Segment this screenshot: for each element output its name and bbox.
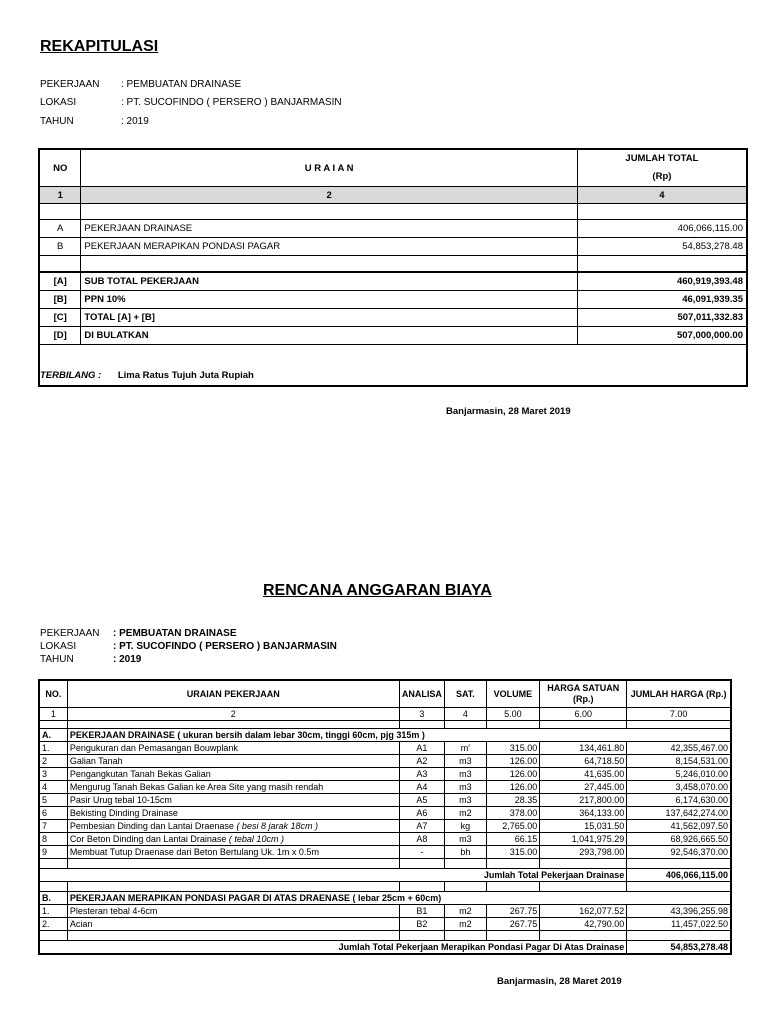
summary-row [39, 291, 747, 309]
meta-value: : PEMBUATAN DRAINASE [121, 79, 242, 90]
row-desc [67, 742, 399, 755]
meta-key: TAHUN [40, 654, 74, 665]
row-sat: kg [445, 820, 486, 833]
row-no: 5 [39, 794, 67, 807]
row-desc [67, 768, 399, 781]
row-volume: 267.75 [486, 918, 540, 931]
row-sat: m3 [445, 768, 486, 781]
row-no: [A] [39, 272, 81, 291]
row-analisa: - [399, 846, 445, 859]
row-value: 507,011,332.83 [577, 309, 747, 327]
rab-table [38, 679, 732, 955]
row-analisa: A8 [399, 833, 445, 846]
row-no: 2. [39, 918, 67, 931]
row-desc-text: Pasir Urug tebal 10-15cm [69, 795, 172, 805]
summary-row [39, 272, 747, 291]
row-desc [67, 794, 399, 807]
row-no: [B] [39, 291, 81, 309]
terbilang-row [39, 345, 747, 387]
index-cell: 2 [67, 708, 399, 721]
table-row [39, 918, 731, 931]
header-jumlah-line2: (Rp) [652, 171, 672, 182]
header-uraian: URAIAN PEKERJAAN [67, 680, 399, 708]
index-cell: 5.00 [486, 708, 540, 721]
row-sat: m2 [445, 905, 486, 918]
terbilang-value: Lima Ratus Tujuh Juta Rupiah [117, 370, 254, 381]
row-desc [67, 807, 399, 820]
meta-key: LOKASI [40, 641, 77, 652]
meta-key: LOKASI [40, 97, 77, 108]
row-sat: bh [445, 846, 486, 859]
header-volume: VOLUME [486, 680, 540, 708]
row-desc: DI BULATKAN [81, 327, 577, 345]
table-row [39, 238, 747, 256]
rab-title: RENCANA ANGGARAN BIAYA [263, 582, 492, 599]
row-no: 1. [39, 742, 67, 755]
row-harga-satuan: 1,041,975.29 [540, 833, 627, 846]
table-row [39, 820, 731, 833]
row-analisa: A5 [399, 794, 445, 807]
row-desc [67, 781, 399, 794]
header-harga-satuan: HARGA SATUAN (Rp.) [540, 680, 627, 708]
rekap-date: Banjarmasin, 28 Maret 2019 [446, 406, 571, 417]
row-jumlah-harga: 11,457,022.50 [627, 918, 731, 931]
row-analisa: A4 [399, 781, 445, 794]
table-row [39, 905, 731, 918]
row-no: 4 [39, 781, 67, 794]
row-desc: PEKERJAAN DRAINASE [81, 220, 577, 238]
row-harga-satuan: 162,077.52 [540, 905, 627, 918]
row-desc [67, 833, 399, 846]
index-row [39, 708, 731, 721]
total-label: Jumlah Total Pekerjaan Merapikan Pondasi Pagar Di Atas Drainase [39, 941, 627, 955]
index-cell: 3 [399, 708, 445, 721]
meta-key: PEKERJAAN [40, 628, 100, 639]
terbilang-label: TERBILANG : [40, 370, 102, 381]
total-label: Jumlah Total Pekerjaan Drainase [39, 869, 627, 882]
row-volume: 126.00 [486, 781, 540, 794]
total-row [39, 869, 731, 882]
row-jumlah-harga: 3,458,070.00 [627, 781, 731, 794]
spacer-row [39, 204, 747, 220]
row-desc: SUB TOTAL PEKERJAAN [81, 272, 577, 291]
row-volume: 66.15 [486, 833, 540, 846]
row-no: 6 [39, 807, 67, 820]
row-harga-satuan: 134,461.80 [540, 742, 627, 755]
row-volume: 2,765.00 [486, 820, 540, 833]
rekap-title: REKAPITULASI [40, 38, 159, 55]
row-no: 7 [39, 820, 67, 833]
row-jumlah-harga: 92,546,370.00 [627, 846, 731, 859]
meta-value: : PT. SUCOFINDO ( PERSERO ) BANJARMASIN [113, 641, 337, 652]
header-row [39, 149, 747, 187]
table-row [39, 807, 731, 820]
rekap-table [38, 148, 748, 387]
table-row [39, 742, 731, 755]
row-desc-text: Membuat Tutup Draenase dari Beton Bertulang Uk. 1m x 0.5m [69, 847, 319, 857]
row-harga-satuan: 293,798.00 [540, 846, 627, 859]
table-row [39, 755, 731, 768]
row-desc-text: Pengangkutan Tanah Bekas Galian [69, 769, 211, 779]
section-no: A. [39, 729, 67, 742]
index-cell: 1 [39, 187, 81, 204]
section-row [39, 892, 731, 905]
row-jumlah-harga: 41,562,097.50 [627, 820, 731, 833]
row-jumlah-harga: 42,355,467.00 [627, 742, 731, 755]
row-desc-text: Galian Tanah [69, 756, 123, 766]
header-no: NO [39, 149, 81, 187]
row-value: 406,066,115.00 [577, 220, 747, 238]
total-value: 406,066,115.00 [627, 869, 731, 882]
section-a-rows [39, 742, 731, 859]
spacer-row [39, 256, 747, 273]
row-harga-satuan: 217,800.00 [540, 794, 627, 807]
section-b-rows [39, 905, 731, 931]
index-cell: 7.00 [627, 708, 731, 721]
row-no: 2 [39, 755, 67, 768]
index-row [39, 187, 747, 204]
table-row [39, 220, 747, 238]
row-desc-text: Pengukuran dan Pemasangan Bouwplank [69, 743, 238, 753]
index-cell: 4 [445, 708, 486, 721]
section-title: PEKERJAAN DRAINASE ( ukuran bersih dalam lebar 30cm, tinggi 60cm, pjg 315m ) [67, 729, 731, 742]
row-value: 507,000,000.00 [577, 327, 747, 345]
header-row [39, 680, 731, 708]
row-desc-text: Plesteran tebal 4-6cm [69, 906, 158, 916]
meta-value: : PT. SUCOFINDO ( PERSERO ) BANJARMASIN [121, 97, 342, 108]
section-no: B. [39, 892, 67, 905]
total-row [39, 941, 731, 955]
meta-key: TAHUN [40, 116, 74, 127]
terbilang-cell [39, 345, 747, 387]
table-row [39, 833, 731, 846]
spacer-row [39, 882, 731, 892]
table-row [39, 794, 731, 807]
row-desc: PEKERJAAN MERAPIKAN PONDASI PAGAR [81, 238, 577, 256]
row-harga-satuan: 41,635.00 [540, 768, 627, 781]
row-harga-satuan: 27,445.00 [540, 781, 627, 794]
header-uraian: U R A I A N [81, 149, 577, 187]
summary-row [39, 309, 747, 327]
row-volume: 315.00 [486, 742, 540, 755]
row-desc [67, 905, 399, 918]
row-analisa: A6 [399, 807, 445, 820]
spacer-row [39, 859, 731, 869]
row-jumlah-harga: 8,154,531.00 [627, 755, 731, 768]
header-jumlah [577, 149, 747, 187]
row-analisa: A2 [399, 755, 445, 768]
row-jumlah-harga: 6,174,630.00 [627, 794, 731, 807]
row-desc: PPN 10% [81, 291, 577, 309]
header-sat: SAT. [445, 680, 486, 708]
row-no: 3 [39, 768, 67, 781]
rab-date: Banjarmasin, 28 Maret 2019 [497, 976, 622, 987]
row-sat: m3 [445, 755, 486, 768]
row-volume: 126.00 [486, 768, 540, 781]
section-title: PEKERJAAN MERAPIKAN PONDASI PAGAR DI ATAS DRAENASE ( lebar 25cm + 60cm) [67, 892, 731, 905]
row-jumlah-harga: 68,926,665.50 [627, 833, 731, 846]
row-desc [67, 918, 399, 931]
row-volume: 267.75 [486, 905, 540, 918]
row-sat: m3 [445, 794, 486, 807]
index-cell: 1 [39, 708, 67, 721]
row-no: B [39, 238, 81, 256]
rekap-meta [40, 79, 440, 139]
index-cell: 4 [577, 187, 747, 204]
row-value: 46,091,939.35 [577, 291, 747, 309]
row-desc [67, 846, 399, 859]
row-sat: m2 [445, 807, 486, 820]
row-no: 1. [39, 905, 67, 918]
row-sat: m3 [445, 781, 486, 794]
header-no: NO. [39, 680, 67, 708]
table-row [39, 846, 731, 859]
summary-row [39, 327, 747, 345]
row-value: 54,853,278.48 [577, 238, 747, 256]
header-jumlah-harga: JUMLAH HARGA (Rp.) [627, 680, 731, 708]
row-harga-satuan: 42,790.00 [540, 918, 627, 931]
row-desc-text: Cor Beton Dinding dan Lantai Drainase [69, 834, 229, 844]
table-row [39, 781, 731, 794]
row-desc-note: ( tebal 10cm ) [228, 834, 284, 844]
row-sat: m3 [445, 833, 486, 846]
header-analisa: ANALISA [399, 680, 445, 708]
row-jumlah-harga: 43,396,255.98 [627, 905, 731, 918]
row-no: 8 [39, 833, 67, 846]
row-desc-text: Acian [69, 919, 93, 929]
spacer-row [39, 931, 731, 941]
row-volume: 378.00 [486, 807, 540, 820]
row-desc-text: Pembesian Dinding dan Lantai Draenase [69, 821, 237, 831]
meta-key: PEKERJAAN [40, 79, 100, 90]
row-no: A [39, 220, 81, 238]
row-harga-satuan: 15,031.50 [540, 820, 627, 833]
index-cell: 2 [81, 187, 577, 204]
row-volume: 126.00 [486, 755, 540, 768]
row-no: 9 [39, 846, 67, 859]
row-jumlah-harga: 5,246,010.00 [627, 768, 731, 781]
row-desc-text: Bekisting Dinding Drainase [69, 808, 178, 818]
rab-meta [40, 628, 440, 668]
section-row [39, 729, 731, 742]
meta-value: : 2019 [113, 654, 142, 665]
row-analisa: A7 [399, 820, 445, 833]
total-value: 54,853,278.48 [627, 941, 731, 955]
row-analisa: B1 [399, 905, 445, 918]
row-desc-text: Mengurug Tanah Bekas Galian ke Area Site yang masih rendah [69, 782, 324, 792]
row-desc [67, 755, 399, 768]
row-harga-satuan: 64,718.50 [540, 755, 627, 768]
meta-value: : 2019 [121, 116, 149, 127]
row-no: [C] [39, 309, 81, 327]
meta-value: : PEMBUATAN DRAINASE [113, 628, 237, 639]
row-harga-satuan: 364,133.00 [540, 807, 627, 820]
row-jumlah-harga: 137,642,274.00 [627, 807, 731, 820]
row-desc: TOTAL [A] + [B] [81, 309, 577, 327]
row-no: [D] [39, 327, 81, 345]
table-row [39, 768, 731, 781]
row-analisa: A1 [399, 742, 445, 755]
spacer-row [39, 721, 731, 729]
row-desc [67, 820, 399, 833]
row-desc-note: ( besi 8 jarak 18cm ) [236, 821, 318, 831]
row-volume: 315.00 [486, 846, 540, 859]
row-value: 460,919,393.48 [577, 272, 747, 291]
row-analisa: B2 [399, 918, 445, 931]
header-jumlah-line1: JUMLAH TOTAL [625, 153, 699, 164]
row-sat: m' [445, 742, 486, 755]
row-analisa: A3 [399, 768, 445, 781]
row-sat: m2 [445, 918, 486, 931]
row-volume: 28.35 [486, 794, 540, 807]
index-cell: 6.00 [540, 708, 627, 721]
